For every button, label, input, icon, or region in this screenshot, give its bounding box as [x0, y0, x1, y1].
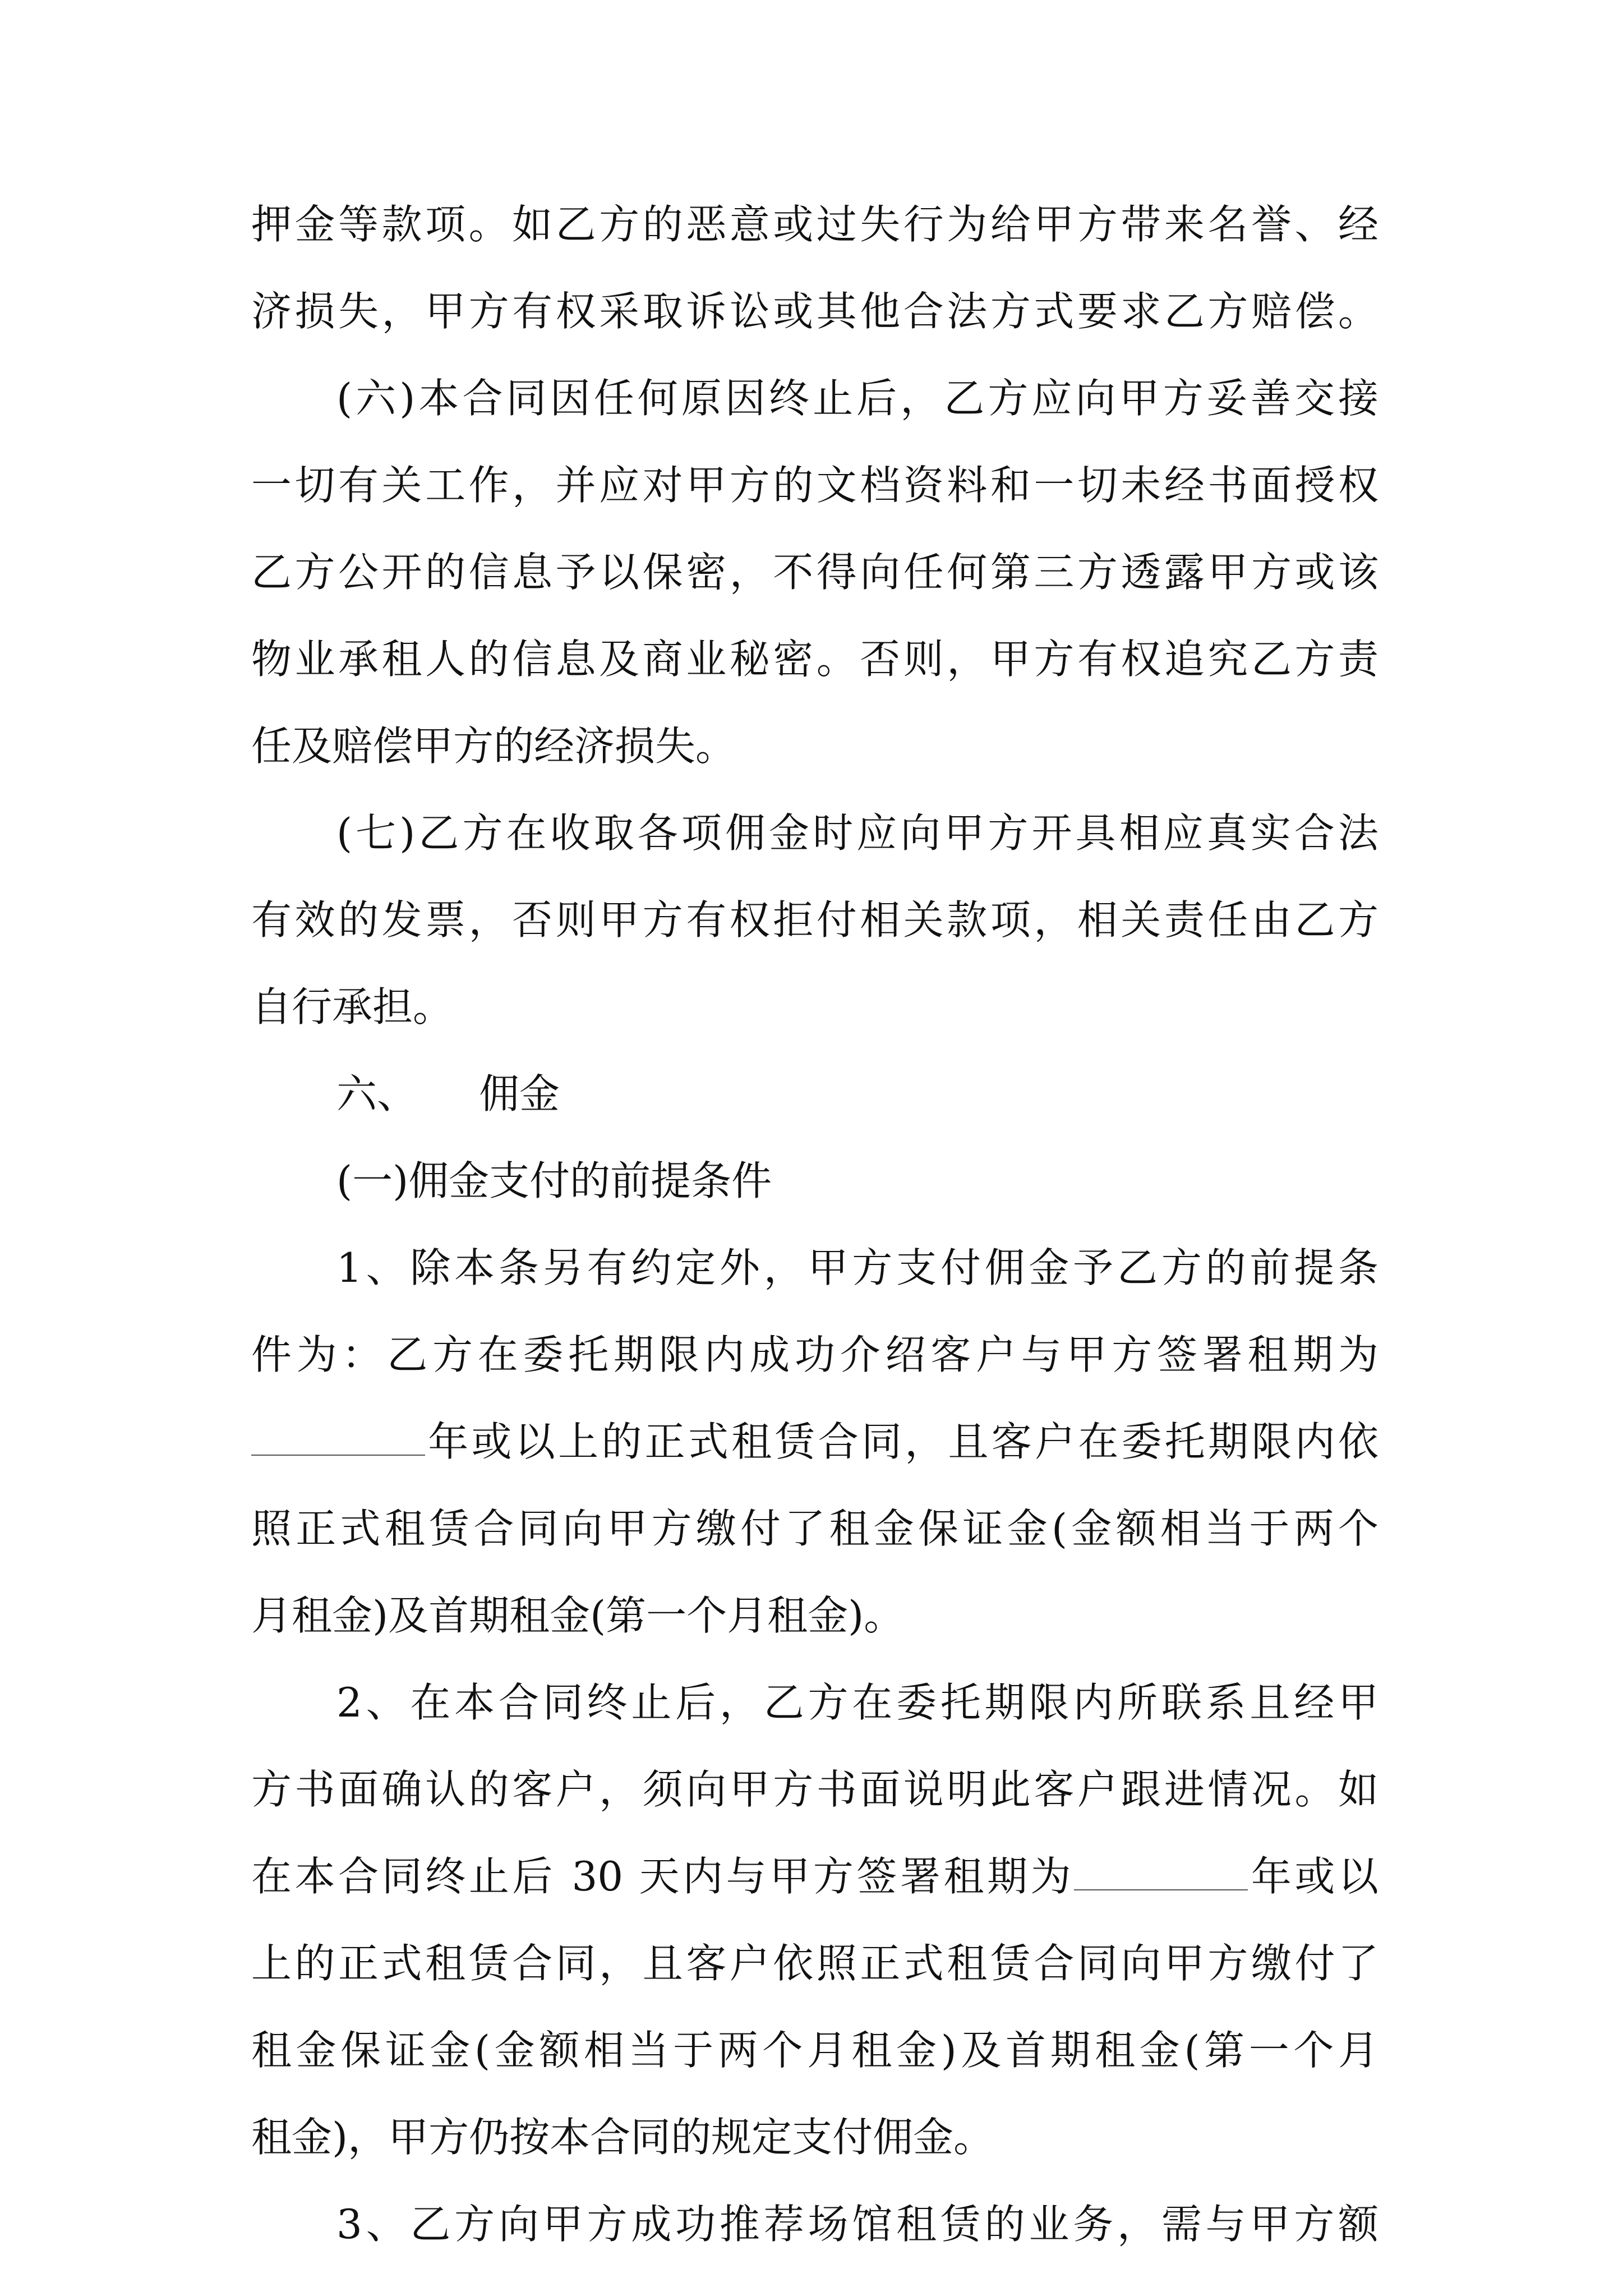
text-line: 照正式租赁合同向甲方缴付了租金保证金(金额相当于两个 [251, 1505, 1378, 1552]
text-line: 方书面确认的客户，须向甲方书面说明此客户跟进情况。如 [251, 1766, 1378, 1813]
text-line: 上的正式租赁合同，且客户依照正式租赁合同向甲方缴付了 [251, 1940, 1378, 1987]
text-fragment: 年或以 [1248, 1853, 1378, 1900]
text-fragment: 在本合同终止后 30 天内与甲方签署租期为 [251, 1853, 1075, 1900]
text-line: (六)本合同因任何原因终止后，乙方应向甲方妥善交接 [336, 375, 1378, 422]
text-line: 济损失，甲方有权采取诉讼或其他合法方式要求乙方赔偿。 [251, 288, 1378, 335]
text-line: 一切有关工作，并应对甲方的文档资料和一切未经书面授权 [251, 462, 1378, 509]
text-line: 3、乙方向甲方成功推荐场馆租赁的业务，需与甲方额 [336, 2201, 1378, 2248]
text-line: 2、在本合同终止后，乙方在委托期限内所联系且经甲 [336, 1679, 1378, 1726]
text-line: 1、除本条另有约定外，甲方支付佣金予乙方的前提条 [336, 1244, 1378, 1291]
text-line: 件为：乙方在委托期限内成功介绍客户与甲方签署租期为 [251, 1331, 1378, 1378]
text-line: 任及赔偿甲方的经济损失。 [251, 723, 736, 770]
text-line: 月租金)及首期租金(第一个月租金)。 [251, 1592, 905, 1639]
section-number: 六、 [336, 1070, 418, 1117]
text-line [251, 1846, 1378, 1907]
text-line: 有效的发票，否则甲方有权拒付相关款项，相关责任由乙方 [251, 896, 1378, 944]
text-line: 自行承担。 [251, 983, 454, 1030]
section-heading [336, 1063, 1378, 1125]
text-line: 物业承租人的信息及商业秘密。否则，甲方有权追究乙方责 [251, 636, 1378, 683]
section-title: 佣金 [479, 1070, 560, 1117]
fill-in-blank [1074, 1856, 1248, 1890]
fill-in-blank [251, 1421, 425, 1456]
text-line: 押金等款项。如乙方的恶意或过失行为给甲方带来名誉、经 [251, 201, 1378, 248]
text-line: 租金保证金(金额相当于两个月租金)及首期租金(第一个月 [251, 2027, 1378, 2074]
text-line: 乙方公开的信息予以保密，不得向任何第三方透露甲方或该 [251, 549, 1378, 596]
text-fragment: 年或以上的正式租赁合同，且客户在委托期限内依 [425, 1418, 1378, 1465]
text-line: 租金)，甲方仍按本合同的规定支付佣金。 [251, 2114, 994, 2161]
subsection-heading: (一)佣金支付的前提条件 [336, 1157, 772, 1204]
text-line [251, 1411, 1378, 1473]
text-line: (七)乙方在收取各项佣金时应向甲方开具相应真实合法 [336, 809, 1378, 857]
